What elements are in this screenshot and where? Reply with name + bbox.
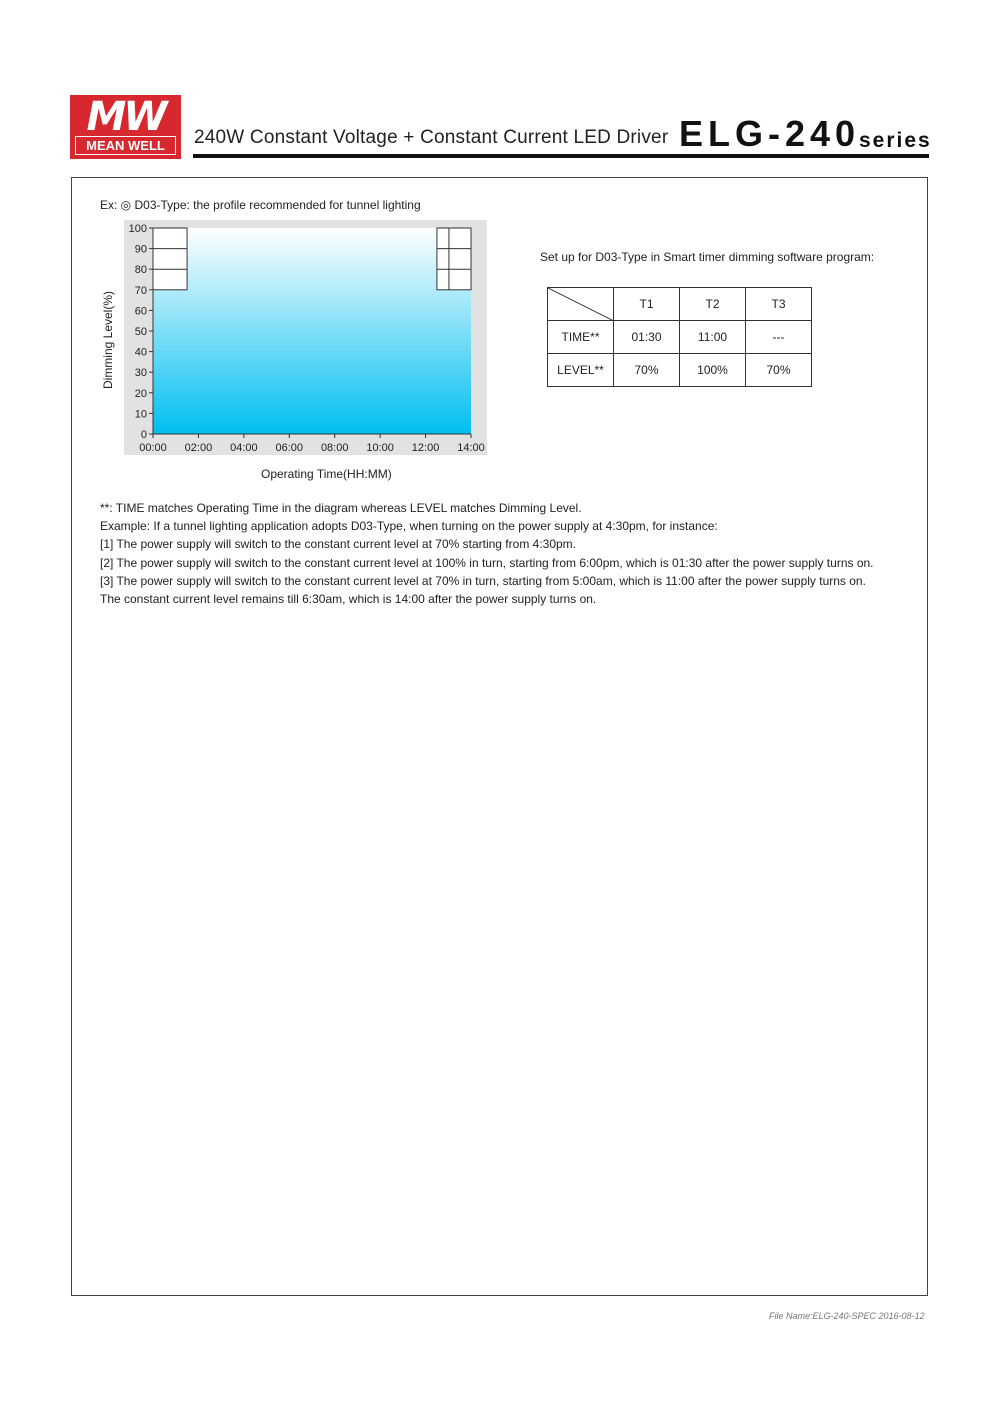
y-tick-label: 100 [128,223,147,235]
note-line: [3] The power supply will switch to the constant current level at 70% in turn, starting from 5:00am, which is 11:00 after the power supply turns on. [100,573,866,588]
time-t3: --- [746,321,812,354]
grid-gap-box [437,228,471,290]
x-tick-label: 02:00 [184,442,213,454]
y-tick-label: 60 [134,305,147,318]
example-title: Ex: ◎ D03-Type: the profile recommended for tunnel lighting [100,198,421,212]
note-line: **: TIME matches Operating Time in the diagram whereas LEVEL matches Dimming Level. [100,501,582,515]
time-t2: 11:00 [680,321,746,354]
mean-well-logo [70,95,181,159]
table-row-level [548,354,812,387]
level-t3: 70% [746,354,812,387]
note-line: The constant current level remains till 6:30am, which is 14:00 after the power supply turns on. [100,592,597,607]
x-tick-label: 12:00 [411,442,440,454]
series-label: series [859,129,932,152]
row-label-time: TIME** [548,321,614,354]
x-tick-label: 08:00 [320,442,349,454]
y-tick-label: 40 [134,346,147,359]
y-tick-label: 50 [134,326,147,338]
level-t1: 70% [614,354,680,387]
x-axis-label: Operating Time(HH:MM) [261,467,392,481]
time-t1: 01:30 [614,321,680,354]
y-tick-label: 20 [134,387,147,400]
notes-block [100,499,874,608]
x-tick-label: 00:00 [139,442,167,454]
column-header-t2: T2 [680,288,746,321]
header-rule [193,154,929,158]
table-corner-cell [548,288,614,321]
table-header-row [548,288,812,321]
product-subtitle: 240W Constant Voltage + Constant Current LED Driver [194,127,669,148]
model-name: ELG-240 [679,113,861,154]
grid-gap-box [153,228,187,290]
x-tick-label: 06:00 [275,442,304,454]
y-tick-label: 80 [134,264,147,277]
y-tick-label: 90 [134,243,147,256]
dimming-setup-table [547,287,812,387]
y-tick-label: 70 [134,284,147,297]
y-axis-label: Dimming Level(%) [101,290,115,390]
note-line: [2] The power supply will switch to the constant current level at 100% in turn, starting from 6:00pm, which is 01:30 after the power supply turns on. [100,555,874,570]
y-tick-label: 10 [134,408,147,421]
level-t2: 100% [680,354,746,387]
y-tick-label: 0 [140,429,147,441]
y-tick-label: 30 [134,367,147,380]
x-tick-label: 14:00 [457,442,485,454]
table-row-time [548,321,812,354]
note-line: [1] The power supply will switch to the constant current level at 70% starting from 4:30pm. [100,537,577,552]
logo-mark: MW [86,94,165,140]
column-header-t3: T3 [746,288,812,321]
logo-text: MEAN WELL [75,136,176,155]
column-header-t1: T1 [614,288,680,321]
file-name-footer: File Name:ELG-240-SPEC 2016-08-12 [769,1311,925,1321]
x-tick-label: 04:00 [230,442,258,454]
setup-title: Set up for D03-Type in Smart timer dimming software program: [540,250,875,264]
dimming-area-series [153,228,471,434]
row-label-level: LEVEL** [548,354,614,387]
diagonal-line [548,288,614,321]
dimming-profile-chart [96,218,496,460]
note-line: Example: If a tunnel lighting application adopts D03-Type, when turning on the power supply at 4:30pm, for instance: [100,519,718,534]
x-tick-label: 10:00 [366,442,394,454]
